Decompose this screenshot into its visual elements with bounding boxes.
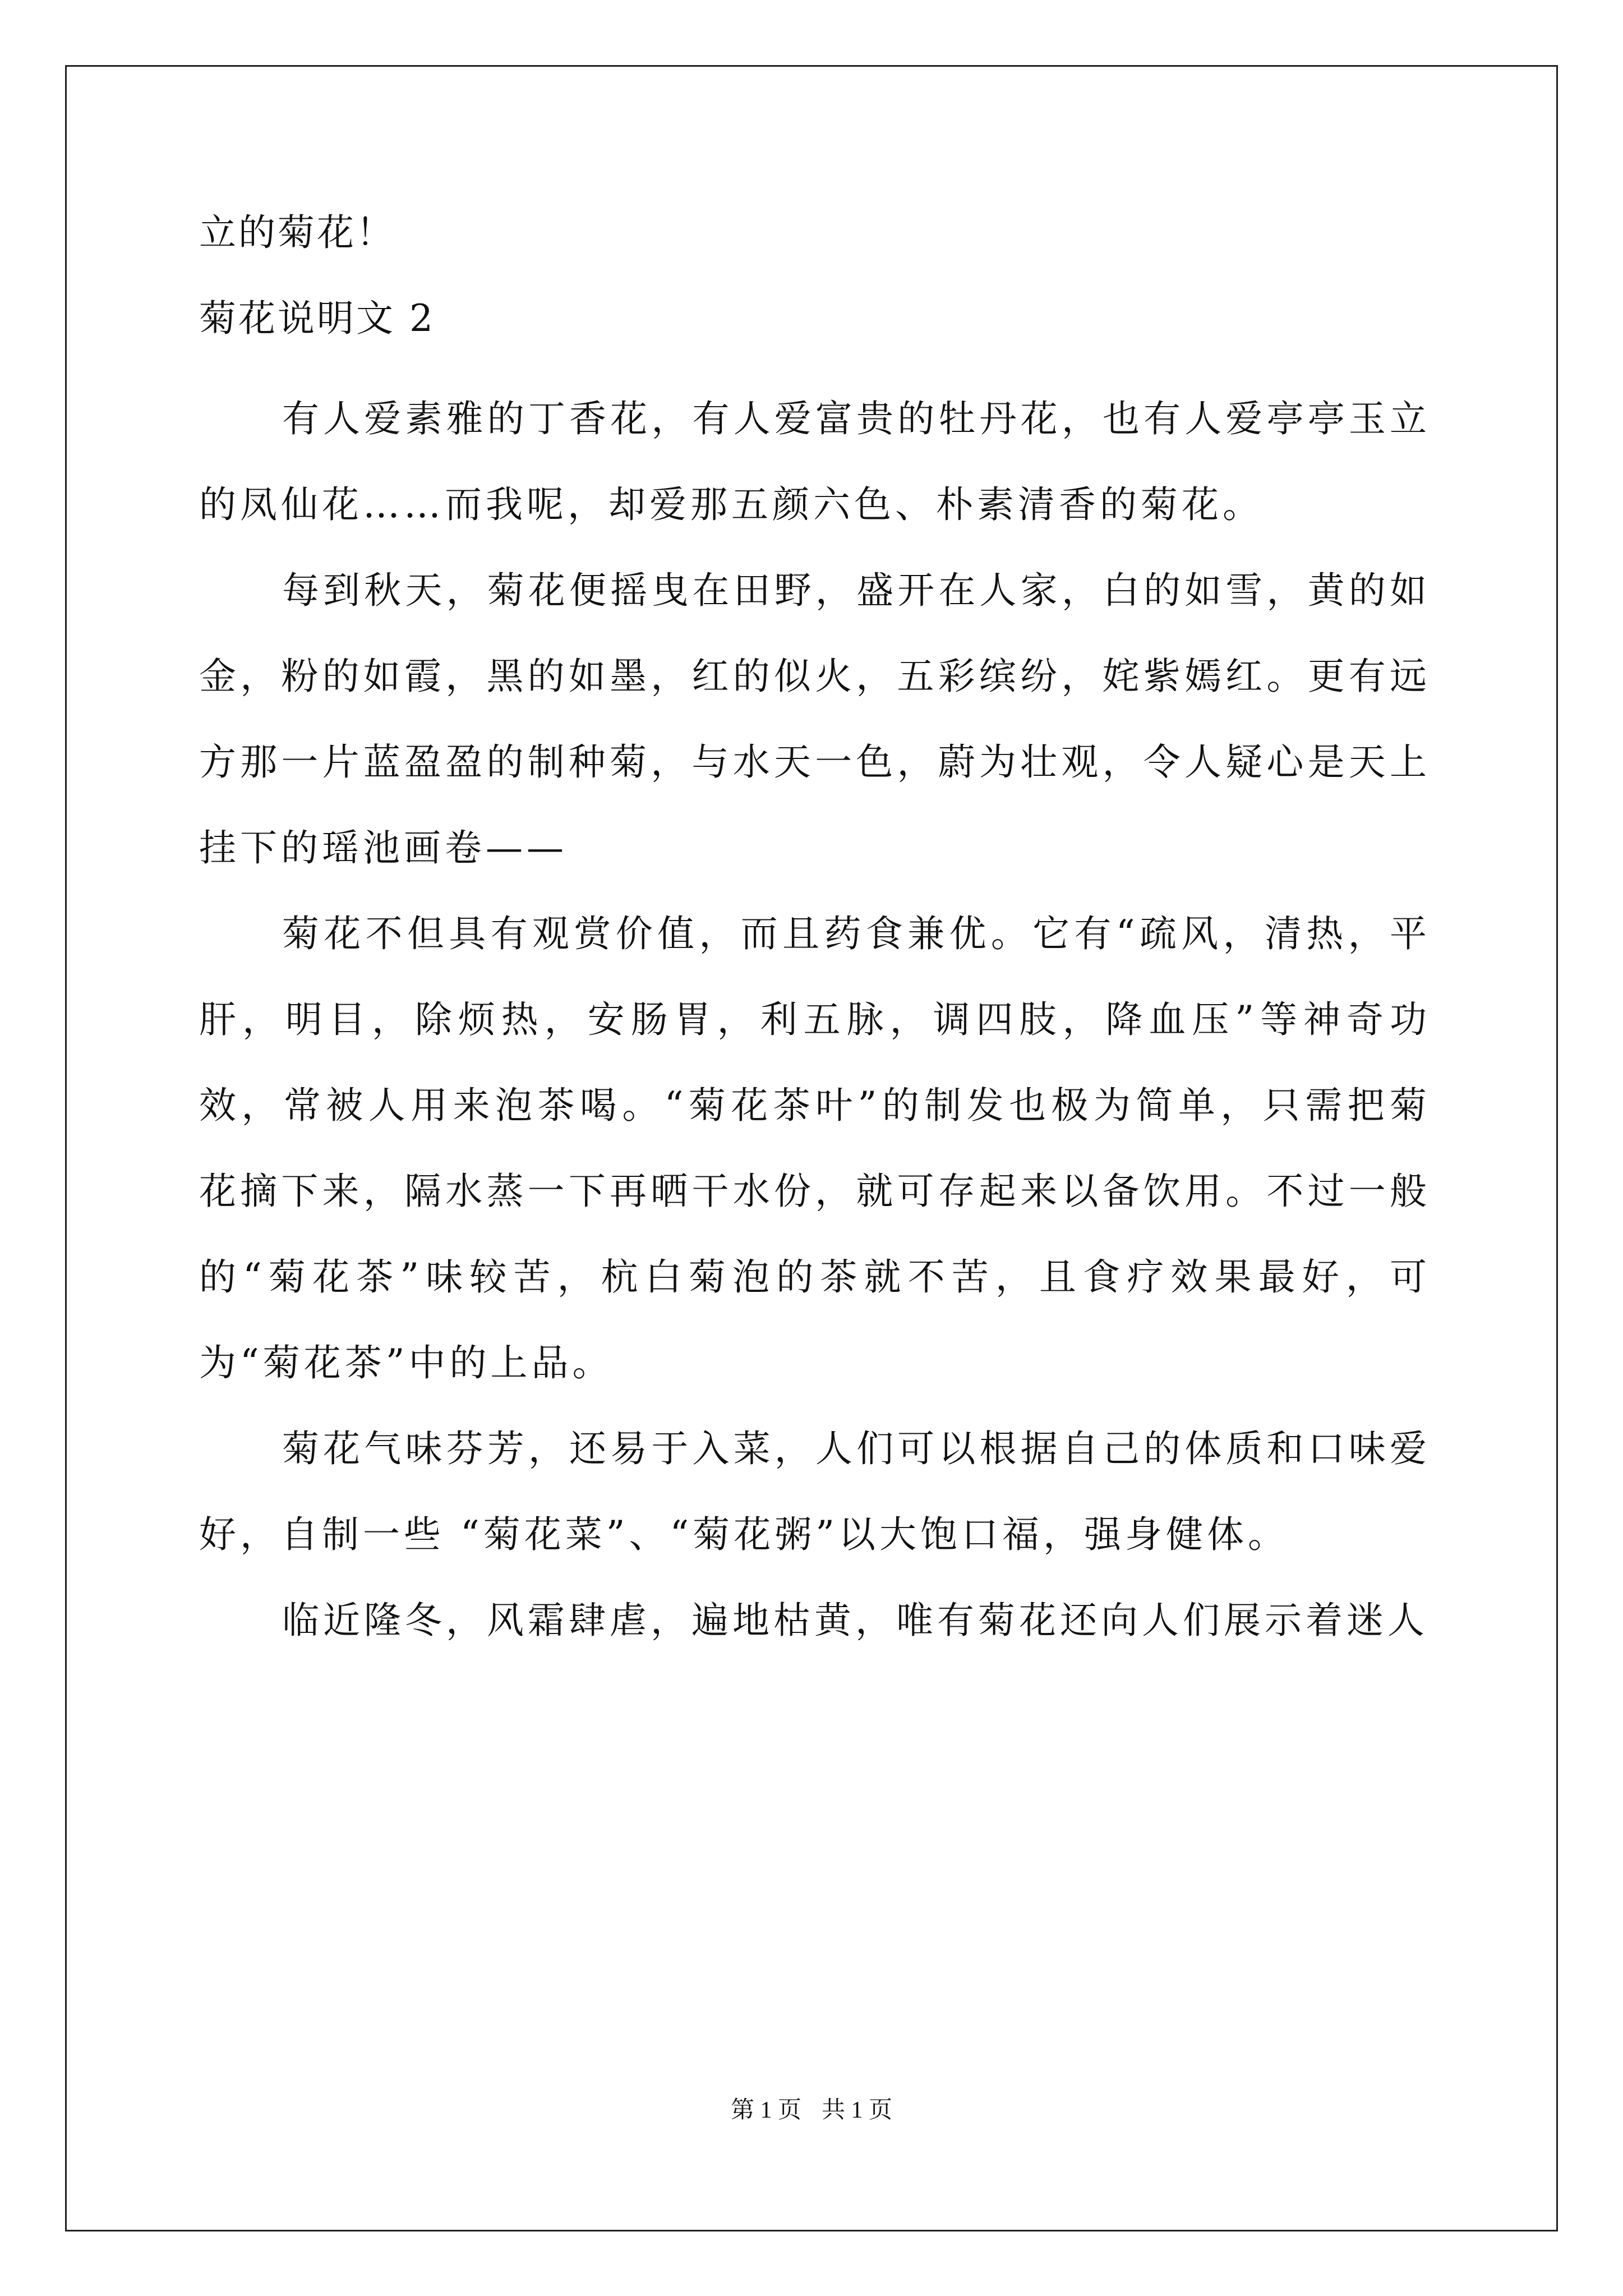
page-footer	[0, 2095, 1623, 2126]
paragraph-4: 菊花气味芬芳，还易于入菜，人们可以根据自己的体质和口味爱好，自制一些 “菊花菜”、“菊花粥”以大饱口福，强身健体。	[199, 1427, 1431, 1556]
continuation-line: 立的菊花！	[199, 211, 395, 254]
paragraph-2: 每到秋天，菊花便摇曳在田野，盛开在人家，白的如雪，黄的如金，粉的如霞，黑的如墨，红的似火，五彩缤纷，姹紫嫣红。更有远方那一片蓝盈盈的制种菊，与水天一色，蔚为壮观，令人疑心是天上挂下的瑶池画卷——	[199, 569, 1431, 869]
paragraph-5: 临近隆冬，风霜肆虐，遍地枯黄，唯有菊花还向人们展示着迷人	[282, 1599, 1428, 1642]
page-number: 第 1 页	[730, 2097, 801, 2123]
page-total: 共 1 页	[822, 2097, 893, 2123]
paragraph-3: 菊花不但具有观赏价值，而且药食兼优。它有“疏风，清热，平肝，明目，除烦热，安肠胃，利五脉，调四肢，降血压”等神奇功效，常被人用来泡茶喝。“菊花茶叶”的制发也极为简单，只需把菊花摘下来，隔水蒸一下再晒干水份，就可存起来以备饮用。不过一般的“菊花茶”味较苦，杭白菊泡的茶就不苦，且食疗效果最好，可为“菊花茶”中的上品。	[199, 912, 1431, 1384]
paragraph-1: 有人爱素雅的丁香花，有人爱富贵的牡丹花，也有人爱亭亭玉立的凤仙花……而我呢，却爱那五颜六色、朴素清香的菊花。	[199, 397, 1431, 526]
document-body	[199, 204, 1431, 1663]
section-heading: 菊花说明文 2	[199, 297, 435, 340]
